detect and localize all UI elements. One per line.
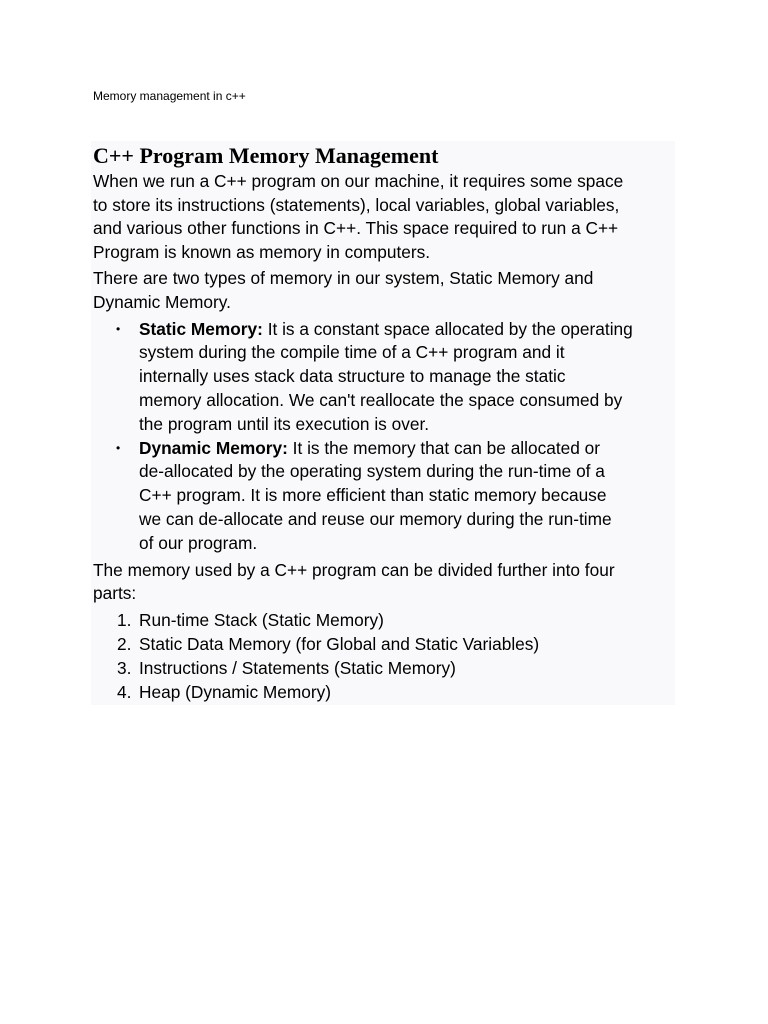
term-dynamic-memory: Dynamic Memory: bbox=[139, 437, 288, 458]
list-item-dynamic-memory bbox=[93, 437, 675, 556]
list-number: 3. bbox=[117, 657, 132, 678]
list-item bbox=[93, 608, 675, 632]
text-line: parts: bbox=[93, 583, 137, 604]
term-static-memory: Static Memory: bbox=[139, 318, 263, 339]
list-number: 4. bbox=[117, 681, 132, 702]
definition-text: It is the memory that can be allocated or bbox=[287, 437, 601, 458]
list-item bbox=[93, 680, 675, 704]
list-number: 2. bbox=[117, 633, 132, 654]
list-item-text: Instructions / Statements (Static Memory) bbox=[139, 657, 456, 678]
memory-parts-paragraph bbox=[93, 559, 675, 606]
intro-paragraph bbox=[93, 170, 675, 264]
text-line: C++ program. It is more efficient than static memory because bbox=[139, 485, 607, 506]
page-header: Memory management in c++ bbox=[93, 89, 246, 103]
text-line: de-allocated by the operating system during the run-time of a bbox=[139, 461, 605, 482]
text-line: When we run a C++ program on our machine, it requires some space bbox=[93, 171, 624, 191]
text-line: we can de-allocate and reuse our memory during the run-time bbox=[139, 508, 612, 529]
list-item bbox=[93, 632, 675, 656]
text-line: memory allocation. We can't reallocate the space consumed by bbox=[139, 389, 623, 410]
memory-types-list bbox=[93, 318, 675, 556]
list-item-text: Run-time Stack (Static Memory) bbox=[139, 609, 384, 630]
text-line: system during the compile time of a C++ program and it bbox=[139, 342, 565, 363]
list-item-static-memory bbox=[93, 318, 675, 437]
text-line bbox=[139, 318, 675, 342]
text-line: the program until its execution is over. bbox=[139, 413, 430, 434]
document-title: C++ Program Memory Management bbox=[93, 143, 439, 168]
text-line: The memory used by a C++ program can be divided further into four bbox=[93, 559, 615, 580]
text-line: Dynamic Memory. bbox=[93, 291, 231, 312]
memory-types-paragraph bbox=[93, 267, 675, 314]
list-item-text: Static Data Memory (for Global and Static Variables) bbox=[139, 633, 540, 654]
text-line: and various other functions in C++. This space required to run a C++ bbox=[93, 218, 619, 239]
text-line bbox=[139, 437, 675, 461]
list-item bbox=[93, 656, 675, 680]
text-line: internally uses stack data structure to manage the static bbox=[139, 366, 566, 387]
list-item-text: Heap (Dynamic Memory) bbox=[139, 681, 332, 702]
text-line: to store its instructions (statements), local variables, global variables, bbox=[93, 194, 620, 215]
definition-text: It is a constant space allocated by the operating bbox=[262, 318, 633, 339]
text-line: Program is known as memory in computers. bbox=[93, 241, 431, 262]
text-line: of our program. bbox=[139, 532, 258, 553]
list-number: 1. bbox=[117, 609, 132, 630]
memory-parts-list bbox=[93, 608, 675, 704]
article-body bbox=[91, 141, 675, 705]
bullet-icon: • bbox=[116, 440, 121, 455]
text-line: There are two types of memory in our system, Static Memory and bbox=[93, 268, 594, 289]
bullet-icon: • bbox=[116, 321, 121, 336]
